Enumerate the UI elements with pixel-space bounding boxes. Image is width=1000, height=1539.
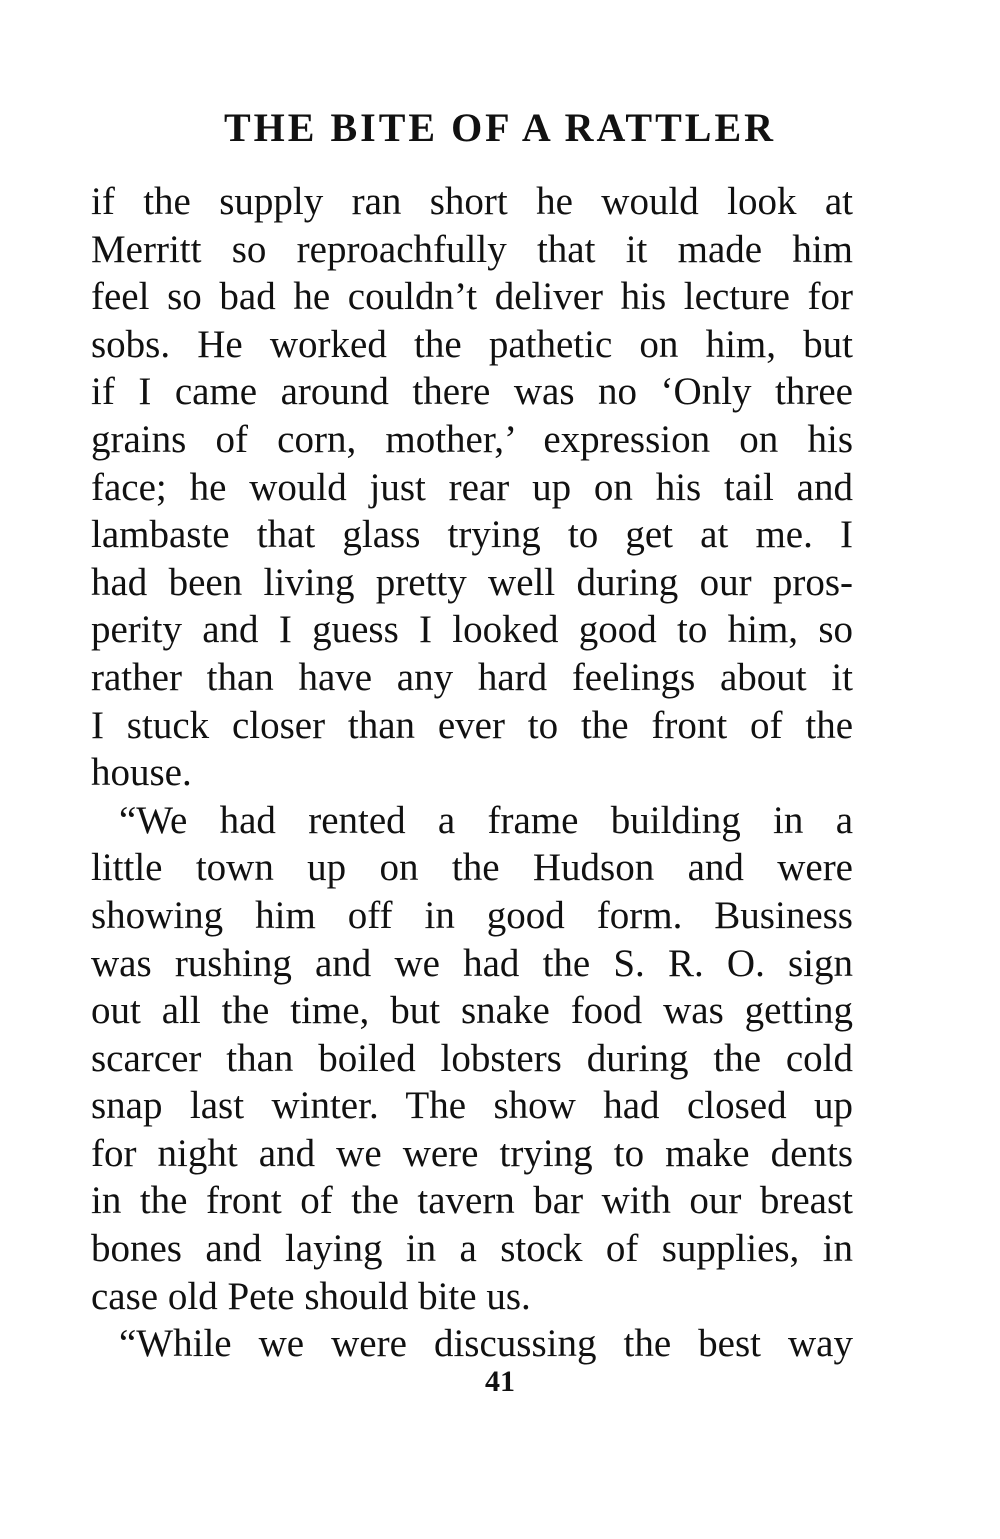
text-line: house.	[91, 751, 192, 795]
page-number: 41	[485, 1365, 515, 1398]
text-line: if the supply ran short he would look at	[91, 180, 853, 223]
text-line: in the front of the tavern bar with our breast	[91, 1179, 853, 1223]
text-line: sobs. He worked the pathetic on him, but	[91, 322, 853, 366]
text-line: bones and laying in a stock of supplies, in	[91, 1227, 853, 1271]
text-line: lambaste that glass trying to get at me. I	[91, 513, 853, 557]
text-line: grains of corn, mother,’ expression on his	[91, 417, 853, 461]
text-line: case old Pete should bite us.	[91, 1274, 531, 1318]
text-line: “While we were discussing the best way	[119, 1322, 853, 1366]
text-line: face; he would just rear up on his tail and	[91, 465, 853, 509]
text-line: feel so bad he couldn’t deliver his lecture for	[91, 275, 853, 319]
text-line: “We had rented a frame building in a	[119, 798, 853, 842]
text-line: was rushing and we had the S. R. O. sign	[91, 941, 853, 985]
text-line: showing him off in good form. Business	[91, 893, 853, 937]
body-text	[91, 178, 853, 1368]
text-line: had been living pretty well during our pros-	[91, 560, 853, 604]
running-head: THE BITE OF A RATTLER	[223, 105, 777, 150]
text-line: perity and I guess I looked good to him, so	[91, 608, 853, 652]
text-line: out all the time, but snake food was getting	[91, 989, 853, 1033]
text-line: snap last winter. The show had closed up	[91, 1084, 853, 1128]
text-line: for night and we were trying to make dents	[91, 1131, 853, 1175]
text-line: I stuck closer than ever to the front of the	[91, 703, 853, 747]
text-line: scarcer than boiled lobsters during the cold	[91, 1036, 853, 1080]
text-line: if I came around there was no ‘Only three	[91, 370, 853, 414]
text-line: little town up on the Hudson and were	[91, 846, 853, 890]
text-line: Merritt so reproachfully that it made him	[91, 227, 853, 271]
text-line: rather than have any hard feelings about it	[91, 655, 853, 699]
